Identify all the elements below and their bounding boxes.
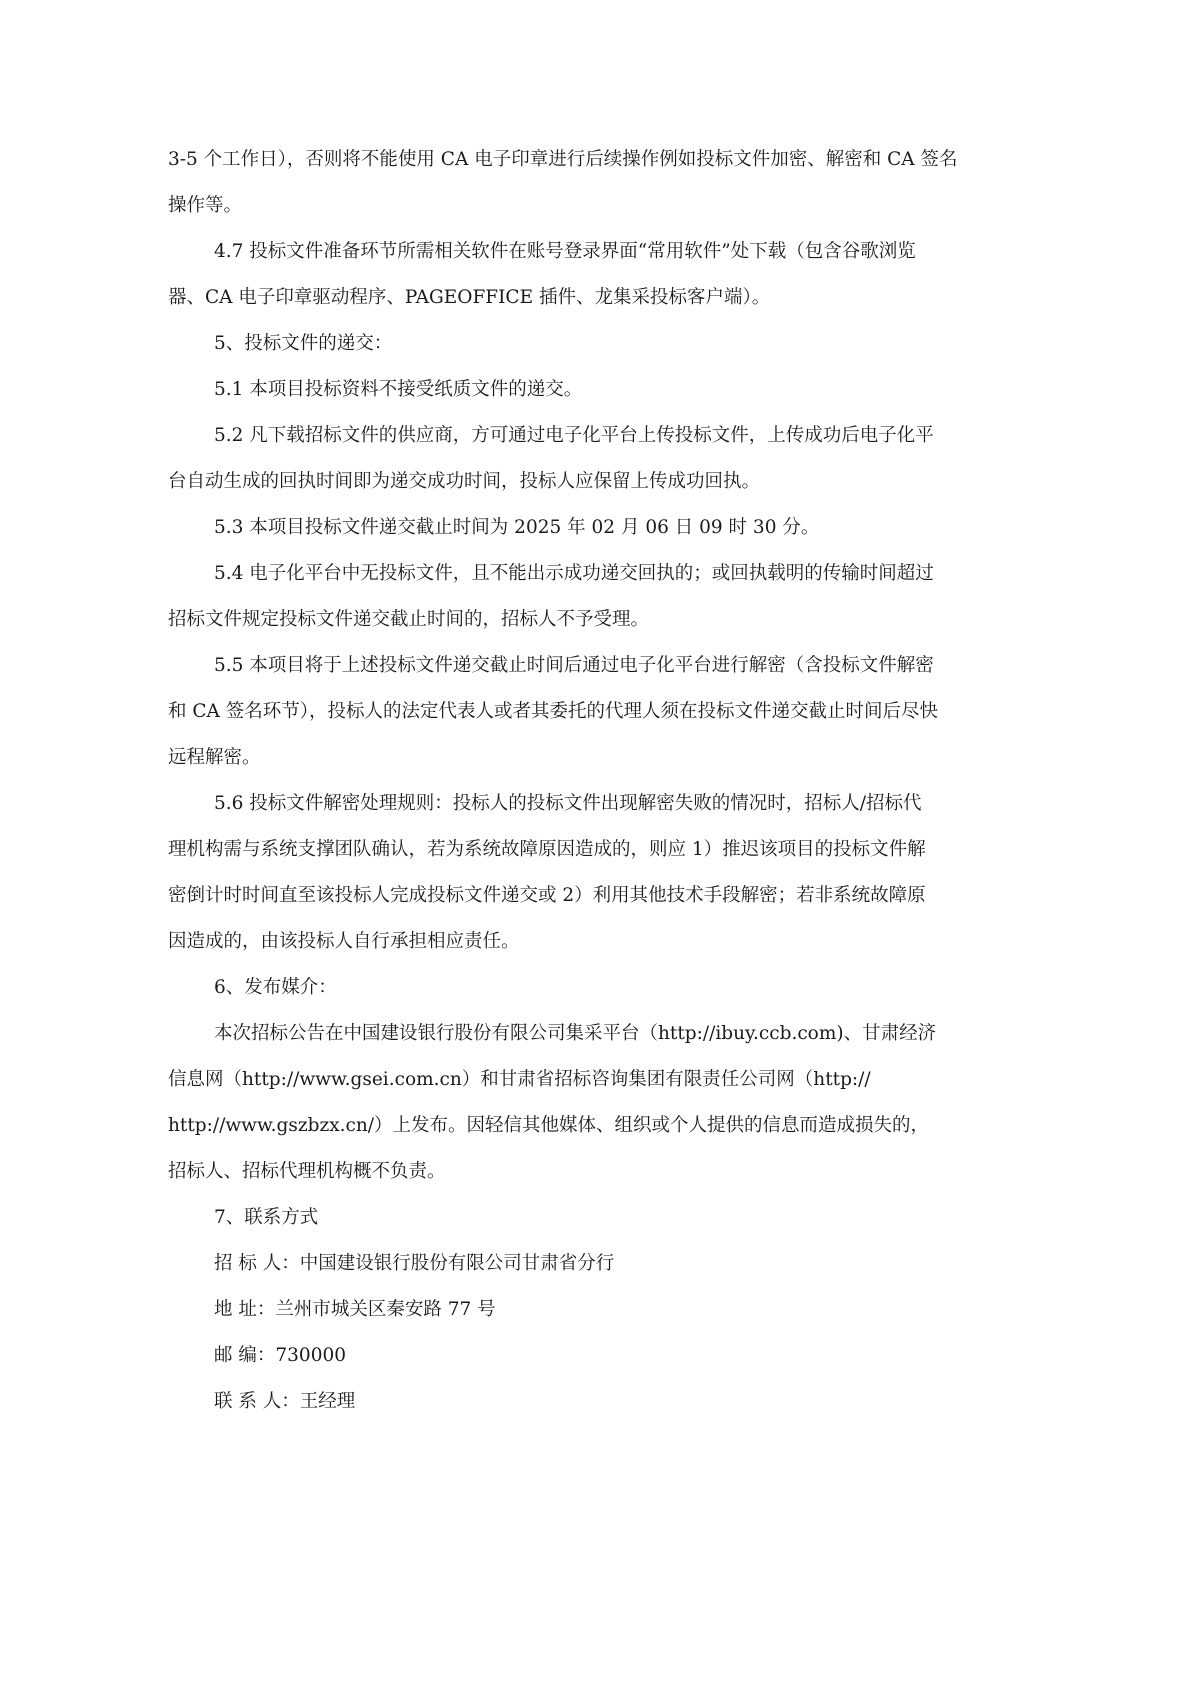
paragraph-line: 4.7 投标文件准备环节所需相关软件在账号登录界面“常用软件”处下载（包含谷歌浏览 bbox=[214, 241, 916, 262]
paragraph-line: 信息网（http://www.gsei.com.cn）和甘肃省招标咨询集团有限责任公司网（http:// bbox=[168, 1069, 871, 1090]
paragraph-line: 操作等。 bbox=[168, 195, 243, 216]
paragraph-line: 招标文件规定投标文件递交截止时间的，招标人不予受理。 bbox=[168, 609, 650, 630]
contact-line: 联 系 人：王经理 bbox=[214, 1391, 356, 1412]
paragraph-line: 5.3 本项目投标文件递交截止时间为 2025 年 02 月 06 日 09 时 30 分。 bbox=[214, 517, 820, 538]
contact-line: 招 标 人：中国建设银行股份有限公司甘肃省分行 bbox=[214, 1253, 615, 1274]
paragraph-line: 理机构需与系统支撑团队确认，若为系统故障原因造成的，则应 1）推迟该项目的投标文件解 bbox=[168, 839, 926, 860]
paragraph-line: 台自动生成的回执时间即为递交成功时间，投标人应保留上传成功回执。 bbox=[168, 471, 761, 492]
paragraph-line: 5.1 本项目投标资料不接受纸质文件的递交。 bbox=[214, 379, 583, 400]
paragraph-line: 5.4 电子化平台中无投标文件，且不能出示成功递交回执的；或回执载明的传输时间超过 bbox=[214, 563, 934, 584]
paragraph-line: 3-5 个工作日），否则将不能使用 CA 电子印章进行后续操作例如投标文件加密、解密和 CA 签名 bbox=[168, 149, 958, 170]
paragraph-line: 和 CA 签名环节），投标人的法定代表人或者其委托的代理人须在投标文件递交截止时间后尽快 bbox=[168, 701, 939, 722]
contact-line: 邮 编：730000 bbox=[214, 1345, 347, 1366]
paragraph-line: http://www.gszbzx.cn/）上发布。因轻信其他媒体、组织或个人提供的信息而造成损失的， bbox=[168, 1115, 930, 1136]
contact-line: 地 址：兰州市城关区秦安路 77 号 bbox=[214, 1299, 496, 1320]
paragraph-line: 因造成的，由该投标人自行承担相应责任。 bbox=[168, 931, 520, 952]
paragraph-line: 远程解密。 bbox=[168, 747, 261, 768]
section-heading: 5、投标文件的递交： bbox=[214, 333, 393, 354]
paragraph-line: 5.6 投标文件解密处理规则：投标人的投标文件出现解密失败的情况时，招标人/招标代 bbox=[214, 793, 922, 814]
paragraph-line: 招标人、招标代理机构概不负责。 bbox=[168, 1161, 446, 1182]
section-heading: 7、联系方式 bbox=[214, 1207, 319, 1228]
section-heading: 6、发布媒介： bbox=[214, 977, 337, 998]
paragraph-line: 5.5 本项目将于上述投标文件递交截止时间后通过电子化平台进行解密（含投标文件解密 bbox=[214, 655, 934, 676]
paragraph-line: 本次招标公告在中国建设银行股份有限公司集采平台（http://ibuy.ccb.com)、甘肃经济 bbox=[214, 1023, 937, 1044]
paragraph-line: 密倒计时时间直至该投标人完成投标文件递交或 2）利用其他技术手段解密；若非系统故障原 bbox=[168, 885, 926, 906]
paragraph-line: 器、CA 电子印章驱动程序、PAGEOFFICE 插件、龙集采投标客户端）。 bbox=[168, 287, 771, 308]
paragraph-line: 5.2 凡下载招标文件的供应商，方可通过电子化平台上传投标文件，上传成功后电子化平 bbox=[214, 425, 934, 446]
